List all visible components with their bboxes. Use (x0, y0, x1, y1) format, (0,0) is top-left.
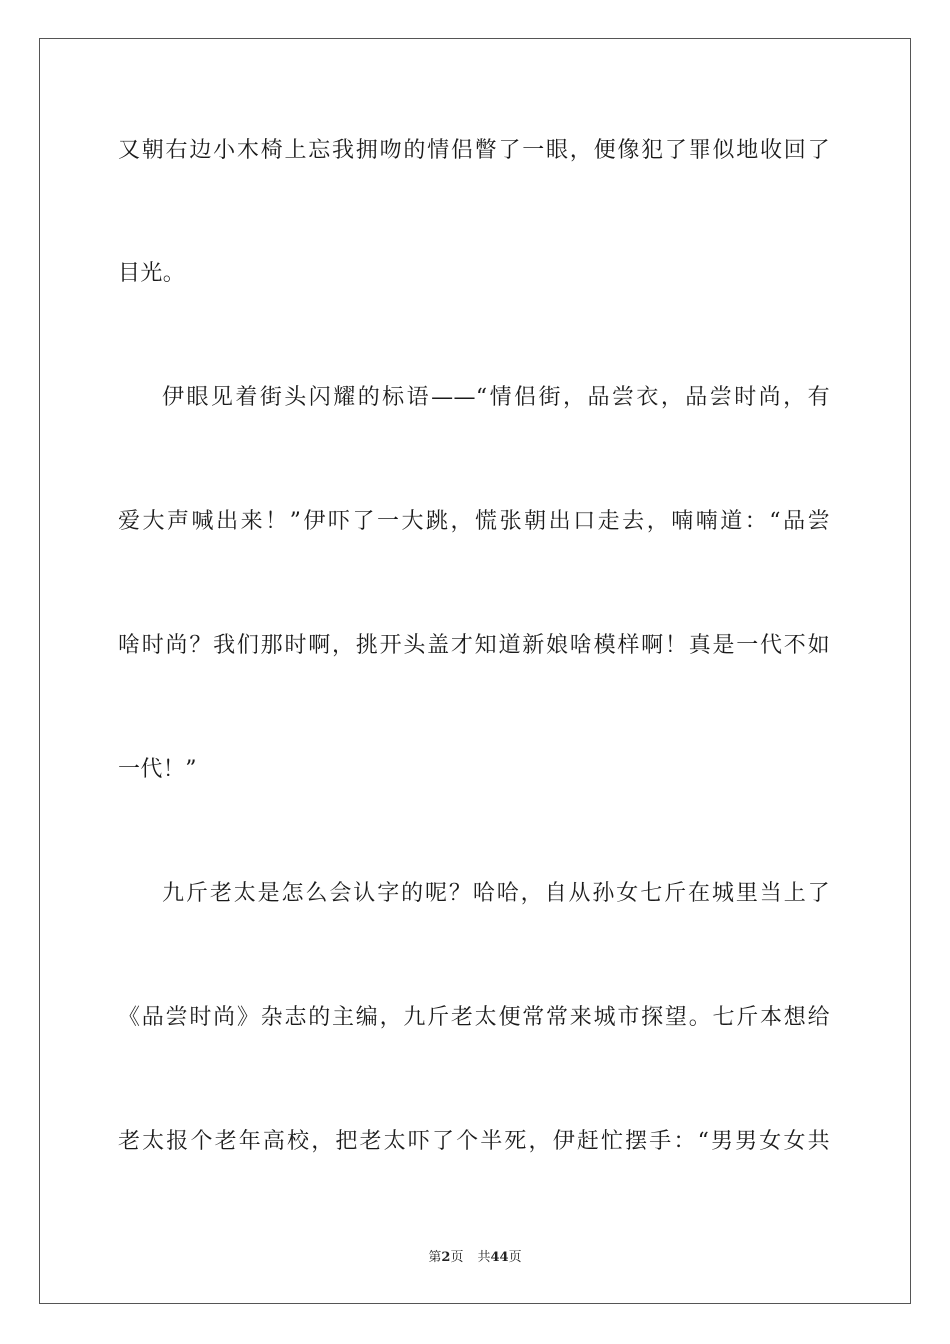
total-suffix: 页 (508, 1250, 522, 1265)
page-suffix: 页 (450, 1250, 464, 1265)
text-line-4: 爱大声喊出来！”伊吓了一大跳，慌张朝出口走去，喃喃道：“品尝 (118, 509, 830, 534)
text-line-1: 又朝右边小木椅上忘我拥吻的情侣瞥了一眼，便像犯了罪似地收回了 (118, 138, 830, 163)
page-footer (0, 1249, 950, 1267)
text-line-9: 老太报个老年高校，把老太吓了个半死，伊赶忙摆手：“男男女女共 (118, 1129, 830, 1154)
text-line-6: 一代！” (118, 757, 197, 782)
text-line-8: 《品尝时尚》杂志的主编，九斤老太便常常来城市探望。七斤本想给 (118, 1005, 830, 1030)
text-line-7: 九斤老太是怎么会认字的呢？哈哈，自从孙女七斤在城里当上了 (162, 881, 830, 906)
text-line-2: 目光。 (118, 261, 186, 286)
page-prefix: 第 (428, 1250, 442, 1265)
total-pages: 44 (490, 1250, 509, 1265)
page-number: 2 (441, 1250, 451, 1265)
text-line-5: 啥时尚？我们那时啊，挑开头盖才知道新娘啥模样啊！真是一代不如 (118, 633, 830, 658)
text-line-3: 伊眼见着街头闪耀的标语——“情侣街，品尝衣，品尝时尚，有 (162, 385, 830, 410)
total-prefix: 共 (477, 1250, 491, 1265)
page-border (39, 38, 911, 1304)
